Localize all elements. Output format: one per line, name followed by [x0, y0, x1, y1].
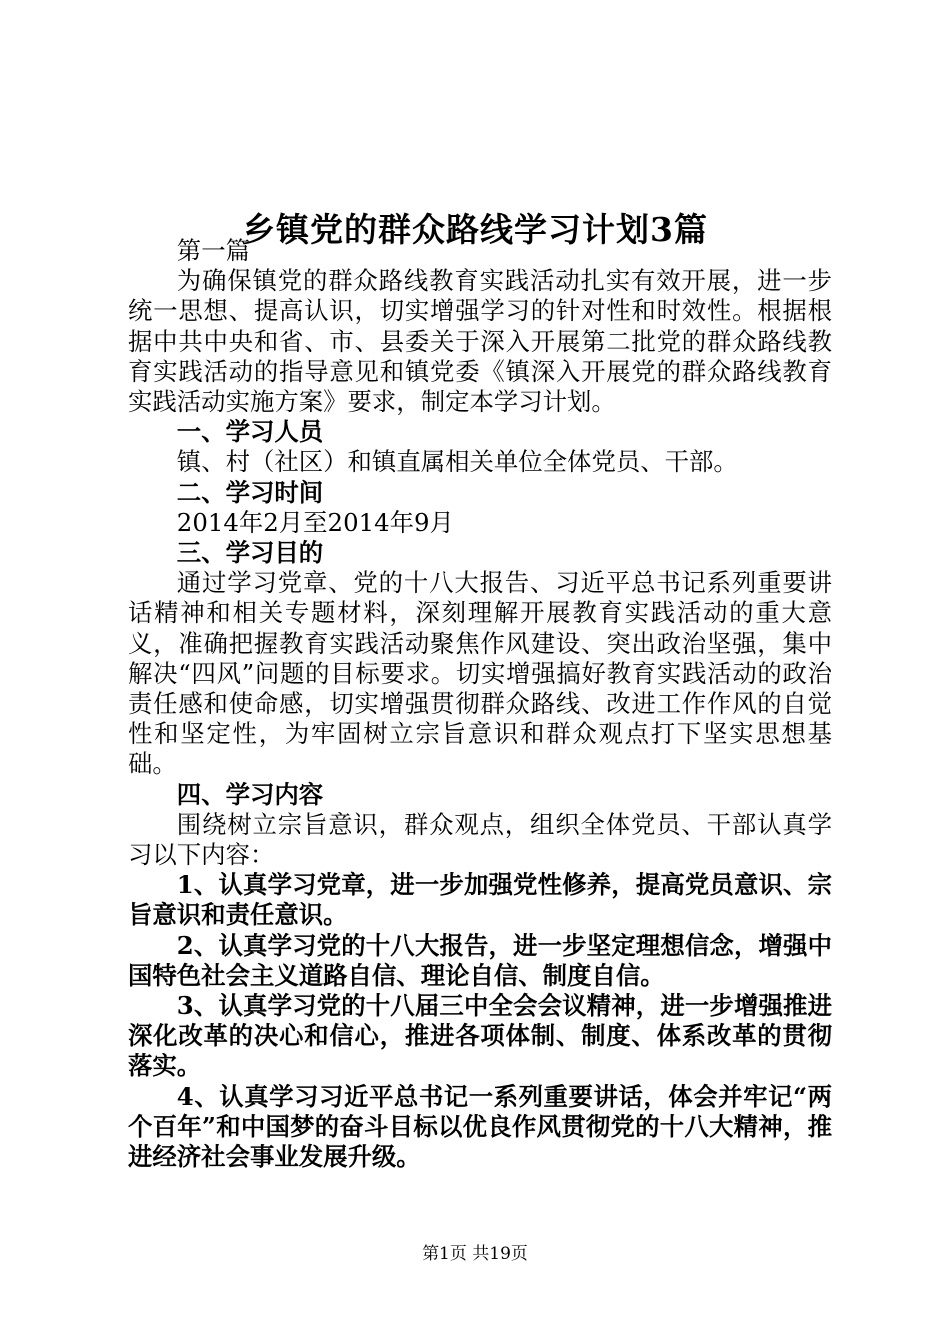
heading-study-content: 四、学习内容	[176, 779, 324, 809]
document-title: 乡镇党的群众路线学习计划3篇	[242, 210, 708, 250]
section-label: 第一篇	[176, 236, 250, 265]
list-item: 2、认真学习党的十八大报告，进一步坚定理想信念，增强中国特色社会主义道路自信、理论自信、制度自信。	[128, 930, 832, 990]
heading-study-purpose: 三、学习目的	[176, 538, 324, 568]
paragraph-study-purpose: 通过学习党章、党的十八大报告、习近平总书记系列重要讲话精神和相关专题材料，深刻理解开展教育实践活动的重大意义，准确把握教育实践活动聚焦作风建设、突出政治坚强，集中解决“四风”问题的目标要求。切实增强搞好教育实践活动的政治责任感和使命感，切实增强贯彻群众路线、改进工作作风的自觉性和坚定性，为牢固树立宗旨意识和群众观点打下坚实思想基础。	[128, 568, 832, 779]
document-body	[128, 236, 832, 1172]
intro-paragraph: 为确保镇党的群众路线教育实践活动扎实有效开展，进一步统一思想、提高认识，切实增强学习的针对性和时效性。根据根据中共中央和省、市、县委关于深入开展第二批党的群众路线教育实践活动的指导意见和镇党委《镇深入开展党的群众路线教育实践活动实施方案》要求，制定本学习计划。	[128, 266, 832, 417]
paragraph-study-time: 2014年2月至2014年9月	[176, 507, 454, 537]
list-item: 4、认真学习习近平总书记一系列重要讲话，体会并牢记“两个百年”和中国梦的奋斗目标以优良作风贯彻党的十八大精神，推进经济社会事业发展升级。	[128, 1081, 832, 1172]
paragraph-study-personnel: 镇、村（社区）和镇直属相关单位全体党员、干部。	[176, 447, 738, 477]
list-item: 3、认真学习党的十八届三中全会会议精神，进一步增强推进深化改革的决心和信心，推进各项体制、制度、体系改革的贯彻落实。	[128, 991, 832, 1081]
list-item: 1、认真学习党章，进一步加强党性修养，提高党员意识、宗旨意识和责任意识。	[128, 870, 832, 930]
paragraph-study-content: 围绕树立宗旨意识，群众观点，组织全体党员、干部认真学习以下内容：	[128, 809, 832, 870]
heading-study-time: 二、学习时间	[176, 477, 324, 507]
heading-study-personnel: 一、学习人员	[176, 417, 324, 447]
page-footer: 第1页 共19页	[422, 1244, 528, 1264]
